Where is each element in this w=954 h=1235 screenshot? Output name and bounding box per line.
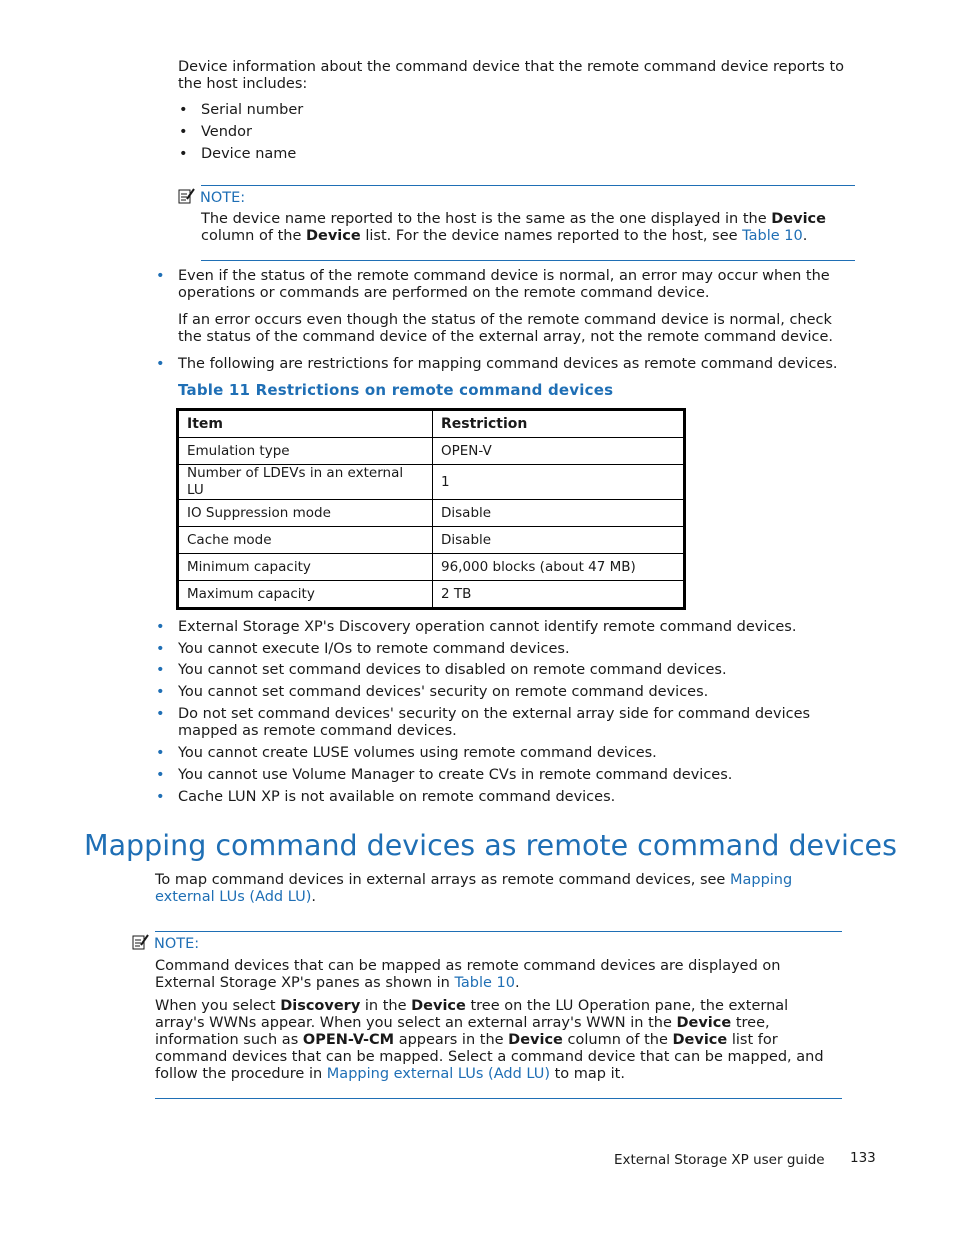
section-heading: Mapping command devices as remote command devices	[84, 829, 897, 862]
column-header-restriction: Restriction	[433, 410, 685, 438]
list-item: Device name	[201, 146, 297, 162]
table-10-link[interactable]: Table 10	[742, 228, 803, 244]
list-item: Serial number	[201, 102, 304, 118]
table-cell: Minimum capacity	[178, 554, 433, 581]
list-item-subparagraph: If an error occurs even though the status of the remote command device is normal, check the status of the command device of the external array, not the remote command device.	[178, 312, 834, 345]
note-paragraph: When you select Discovery in the Device tree on the LU Operation pane, the external array's WWNs appear. When you select an external array's WWN in the Device tree, information such as OPEN-V-CM appears in the Device column of the Device list for command devices that can be mapped. Select a command device that can be mapped, and follow the procedure in Mapping external LUs (Add LU) to map it.	[155, 998, 824, 1082]
table-cell: IO Suppression mode	[178, 500, 433, 527]
note-bottom-rule	[201, 260, 855, 261]
list-item: You cannot use Volume Manager to create CVs in remote command devices.	[178, 767, 733, 783]
list-item: Vendor	[201, 124, 252, 140]
note-bottom-rule	[155, 1098, 842, 1099]
table-title: Table 11 Restrictions on remote command devices	[178, 381, 614, 399]
note-label: NOTE:	[200, 190, 246, 206]
table-row	[178, 554, 685, 581]
list-item: You cannot create LUSE volumes using remote command devices.	[178, 745, 657, 761]
table-cell: 2 TB	[433, 581, 685, 609]
footer-guide-title: External Storage XP user guide	[614, 1152, 825, 1168]
table-cell: Emulation type	[178, 438, 433, 465]
mapping-external-lus-add-lu-link[interactable]: Mapping external LUs (Add LU)	[326, 1066, 551, 1082]
table-row	[178, 438, 685, 465]
list-item: You cannot set command devices to disabled on remote command devices.	[178, 662, 727, 678]
note-heading	[132, 934, 199, 953]
table-10-link[interactable]: Table 10	[454, 975, 516, 991]
list-item: Cache LUN XP is not available on remote command devices.	[178, 789, 616, 805]
bullet-dot: •	[156, 767, 165, 783]
note-text: The device name reported to the host is the same as the one displayed in the Device column of the Device list. For the device names reported to the host, see Table 10.	[201, 211, 826, 244]
note-label: NOTE:	[154, 936, 200, 952]
note-pencil-icon	[132, 934, 150, 950]
note-pencil-icon	[178, 188, 196, 204]
list-item: Do not set command devices' security on the external array side for command devices mapped as remote command devices.	[178, 706, 811, 739]
intro-paragraph: Device information about the command device that the remote command device reports to the host includes:	[178, 59, 845, 92]
bullet-dot: •	[156, 789, 165, 805]
table-row	[178, 527, 685, 554]
list-item: You cannot set command devices' security on remote command devices.	[178, 684, 709, 700]
bullet-dot: •	[156, 619, 165, 635]
table-cell: Disable	[433, 500, 685, 527]
mapping-external-lus-link[interactable]: Mapping external LUs (Add LU)	[155, 872, 793, 905]
page-number: 133	[850, 1150, 876, 1166]
note-top-rule	[155, 931, 842, 932]
table-cell: OPEN-V	[433, 438, 685, 465]
table-cell: Number of LDEVs in an external LU	[178, 465, 433, 500]
bullet-dot: •	[179, 146, 188, 162]
table-row	[178, 465, 685, 500]
note-heading	[178, 188, 245, 207]
bullet-dot: •	[179, 102, 188, 118]
table-header-row	[178, 410, 685, 438]
bullet-dot: •	[156, 745, 165, 761]
table-cell: 1	[433, 465, 685, 500]
section-paragraph: To map command devices in external arrays as remote command devices, see Mapping external LUs (Add LU).	[155, 872, 793, 905]
table-cell: Disable	[433, 527, 685, 554]
bullet-dot: •	[156, 268, 165, 284]
table-cell: 96,000 blocks (about 47 MB)	[433, 554, 685, 581]
bullet-dot: •	[156, 641, 165, 657]
table-row	[178, 581, 685, 609]
list-item: You cannot execute I/Os to remote command devices.	[178, 641, 570, 657]
bullet-dot: •	[156, 356, 165, 372]
table-row	[178, 500, 685, 527]
bullet-dot: •	[156, 706, 165, 722]
column-header-item: Item	[178, 410, 433, 438]
table-cell: Maximum capacity	[178, 581, 433, 609]
bullet-dot: •	[156, 662, 165, 678]
bullet-dot: •	[156, 684, 165, 700]
list-item: External Storage XP's Discovery operation cannot identify remote command devices.	[178, 619, 797, 635]
list-item: Even if the status of the remote command device is normal, an error may occur when the operations or commands are performed on the remote command device.	[178, 268, 830, 301]
note-paragraph: Command devices that can be mapped as remote command devices are displayed on External Storage XP's panes as shown in Table 10.	[155, 958, 781, 991]
note-top-rule	[201, 185, 855, 186]
restrictions-table	[176, 408, 686, 610]
list-item: The following are restrictions for mapping command devices as remote command devices.	[178, 356, 838, 372]
bullet-dot: •	[179, 124, 188, 140]
table-cell: Cache mode	[178, 527, 433, 554]
